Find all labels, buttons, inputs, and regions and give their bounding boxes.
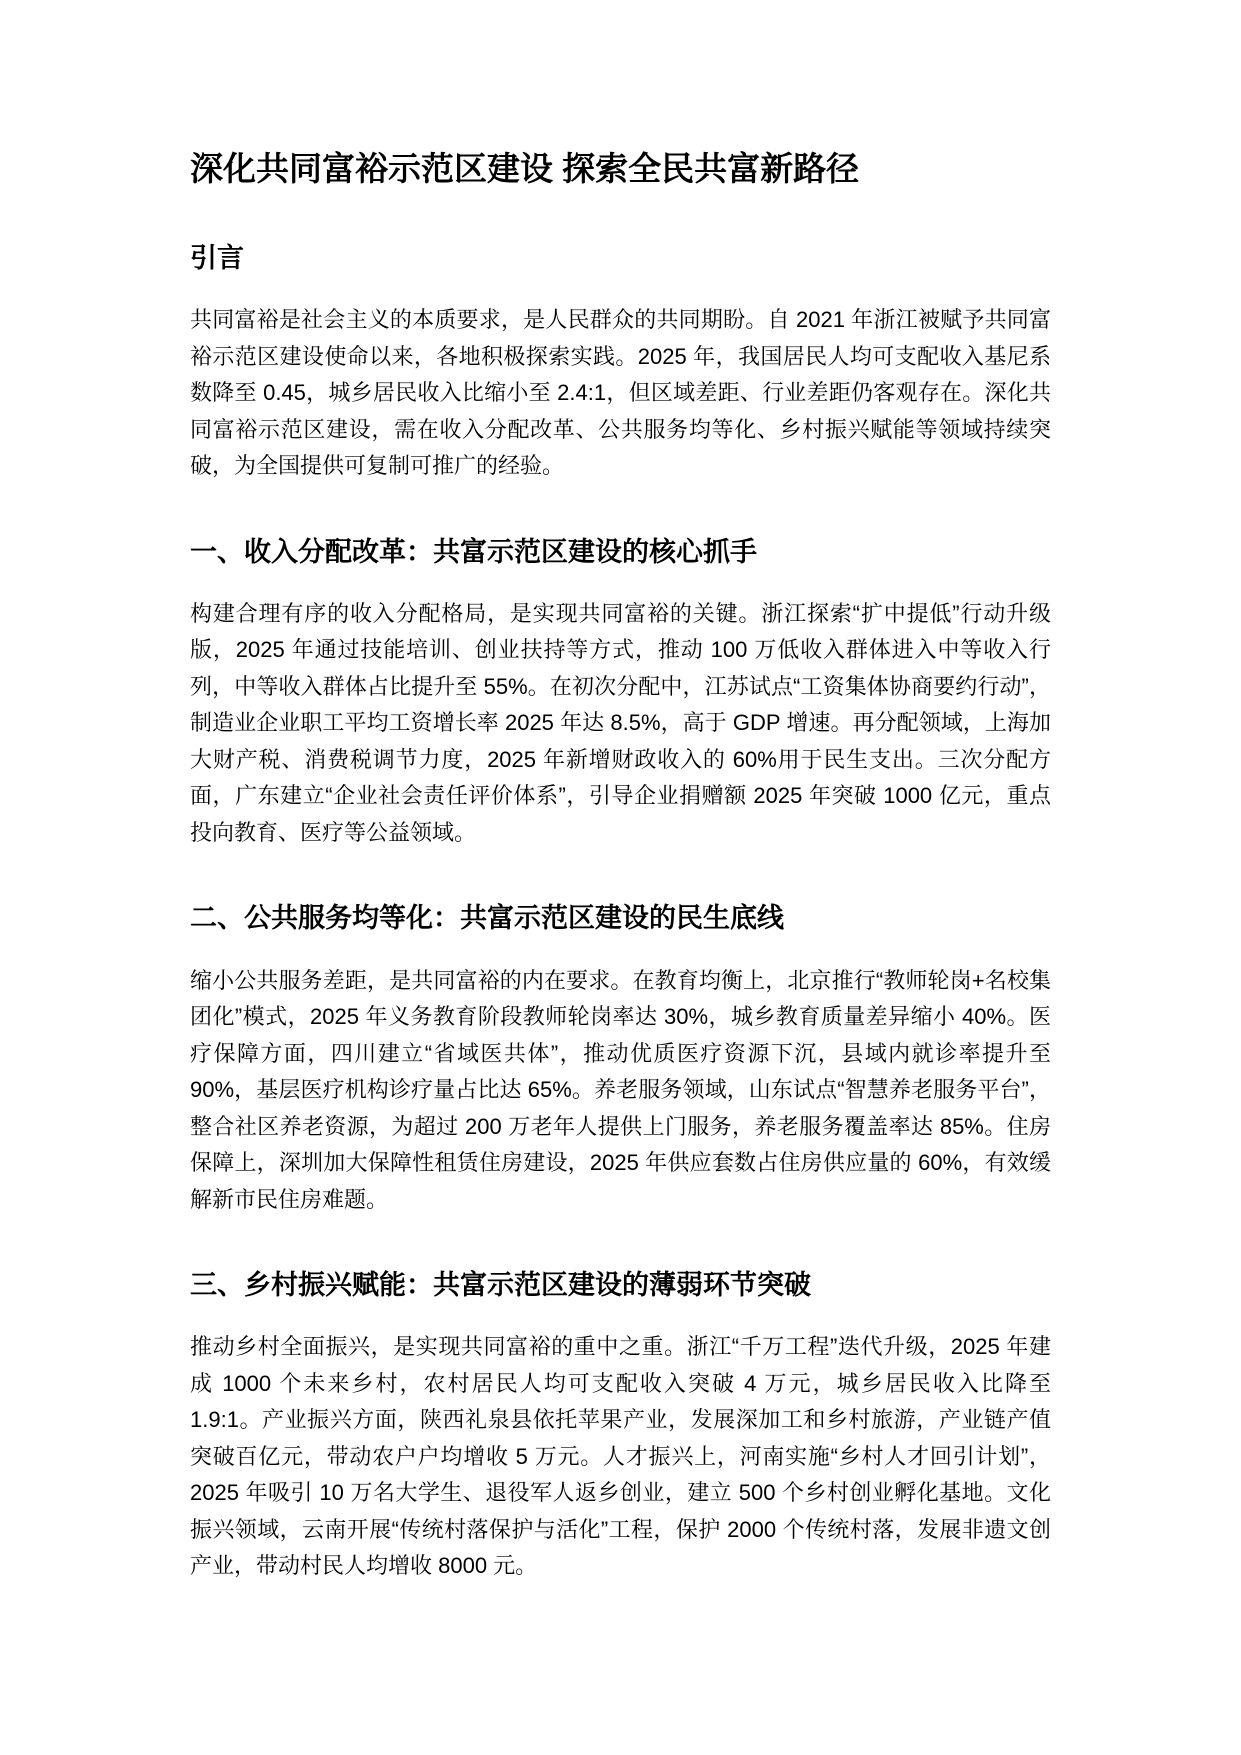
- section-income-distribution-paragraph: 构建合理有序的收入分配格局，是实现共同富裕的关键。浙江探索“扩中提低”行动升级版，2025 年通过技能培训、创业扶持等方式，推动 100 万低收入群体进入中等收入行列，中等收入群体占比提升至 55%。在初次分配中，江苏试点“工资集体协商要约行动”，制造业企业职工平均工资增长率 2025 年达 8.5%，高于 GDP 增速。再分配领域，上海加大财产税、消费税调节力度，2025 年新增财政收入的 60%用于民生支出。三次分配方面，广东建立“企业社会责任评价体系”，引导企业捐赠额 2025 年突破 1000 亿元，重点投向教育、医疗等公益领域。: [190, 600, 1051, 845]
- section-public-services: [190, 901, 1051, 1218]
- document-title: 深化共同富裕示范区建设 探索全民共富新路径: [190, 150, 860, 187]
- section-rural-revitalization-paragraph: 推动乡村全面振兴，是实现共同富裕的重中之重。浙江“千万工程”迭代升级，2025 年建成 1000 个未来乡村，农村居民人均可支配收入突破 4 万元，城乡居民收入比降至 1.9:1。产业振兴方面，陕西礼泉县依托苹果产业，发展深加工和乡村旅游，产业链产值突破百亿元，带动农户户均增收 5 万元。人才振兴上，河南实施“乡村人才回引计划”，2025 年吸引 10 万名大学生、退役军人返乡创业，建立 500 个乡村创业孵化基地。文化振兴领域，云南开展“传统村落保护与活化”工程，保护 2000 个传统村落，发展非遗文创产业，带动村民人均增收 8000 元。: [190, 1334, 1051, 1579]
- section-public-services-heading: 二、公共服务均等化：共富示范区建设的民生底线: [190, 903, 784, 934]
- section-income-distribution-heading: 一、收入分配改革：共富示范区建设的核心抓手: [190, 536, 757, 567]
- section-introduction-paragraph: 共同富裕是社会主义的本质要求，是人民群众的共同期盼。自 2021 年浙江被赋予共同富裕示范区建设使命以来，各地积极探索实践。2025 年，我国居民人均可支配收入基尼系数降至 0.45，城乡居民收入比缩小至 2.4:1，但区域差距、行业差距仍客观存在。深化共同富裕示范区建设，需在收入分配改革、公共服务均等化、乡村振兴赋能等领域持续突破，为全国提供可复制可推广的经验。: [190, 307, 1051, 479]
- section-introduction: [190, 241, 1051, 485]
- section-income-distribution: [190, 535, 1051, 852]
- section-introduction-heading: 引言: [190, 243, 244, 274]
- section-rural-revitalization-heading: 三、乡村振兴赋能：共富示范区建设的薄弱环节突破: [190, 1270, 811, 1301]
- section-rural-revitalization: [190, 1268, 1051, 1585]
- section-public-services-paragraph: 缩小公共服务差距，是共同富裕的内在要求。在教育均衡上，北京推行“教师轮岗+名校集团化”模式，2025 年义务教育阶段教师轮岗率达 30%，城乡教育质量差异缩小 40%。医疗保障方面，四川建立“省域医共体”，推动优质医疗资源下沉，县域内就诊率提升至 90%，基层医疗机构诊疗量占比达 65%。养老服务领域，山东试点“智慧养老服务平台”，整合社区养老资源，为超过 200 万老年人提供上门服务，养老服务覆盖率达 85%。住房保障上，深圳加大保障性租赁住房建设，2025 年供应套数占住房供应量的 60%，有效缓解新市民住房难题。: [190, 967, 1051, 1212]
